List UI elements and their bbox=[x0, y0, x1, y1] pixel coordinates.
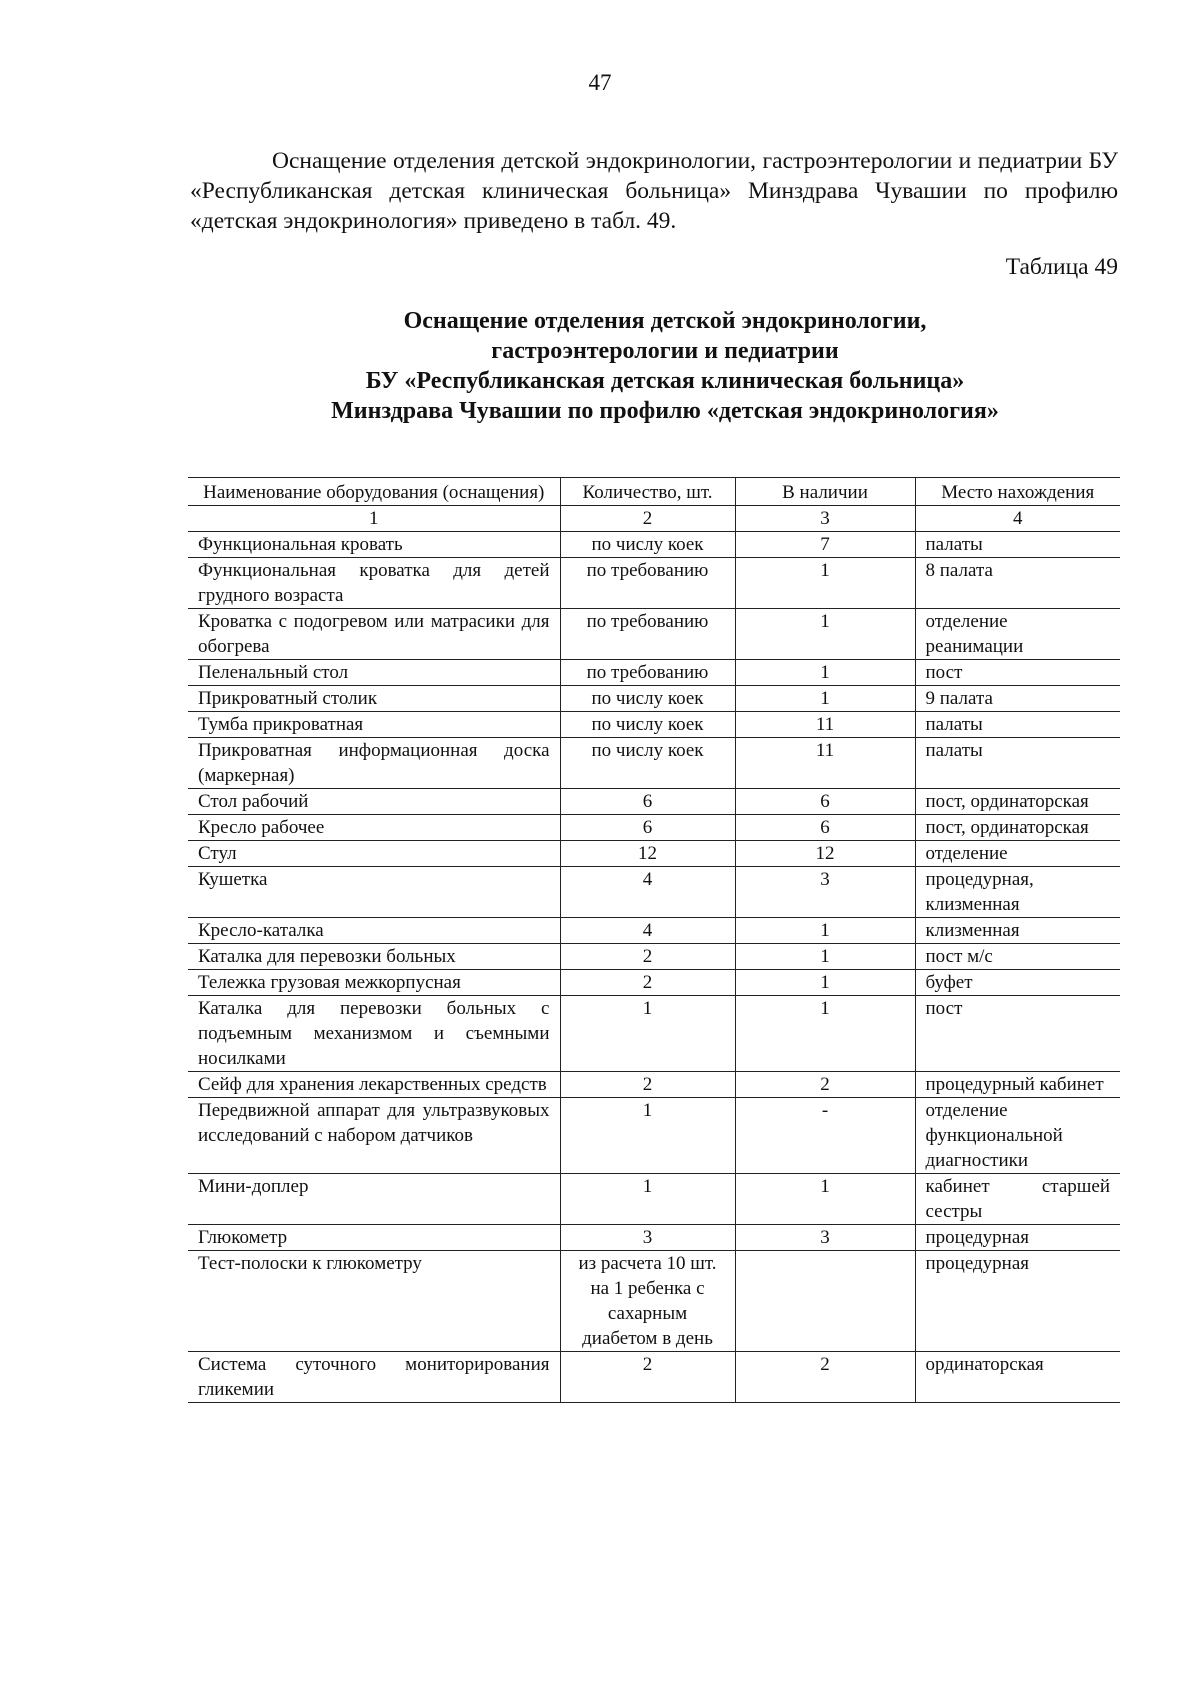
location-cell: отделение функциональной диагностики bbox=[915, 1098, 1120, 1174]
equipment-name-cell: Функциональная кроватка для детей грудного возраста bbox=[188, 558, 560, 609]
table-title-line: БУ «Республиканская детская клиническая больница» bbox=[365, 368, 965, 394]
location-cell: клизменная bbox=[915, 918, 1120, 944]
available-cell: 11 bbox=[735, 738, 915, 789]
location-cell: 9 палата bbox=[915, 686, 1120, 712]
quantity-cell: 2 bbox=[560, 970, 735, 996]
table-row bbox=[188, 660, 1120, 686]
quantity-cell: 1 bbox=[560, 1174, 735, 1225]
column-number: 1 bbox=[188, 506, 560, 532]
table-row bbox=[188, 970, 1120, 996]
equipment-name-cell: Мини-доплер bbox=[188, 1174, 560, 1225]
available-cell: 2 bbox=[735, 1072, 915, 1098]
table-title bbox=[250, 306, 1080, 426]
column-number: 3 bbox=[735, 506, 915, 532]
table-body bbox=[188, 532, 1120, 1403]
equipment-name-cell: Пеленальный стол bbox=[188, 660, 560, 686]
quantity-cell: по числу коек bbox=[560, 738, 735, 789]
available-cell: 12 bbox=[735, 841, 915, 867]
available-cell: 1 bbox=[735, 1174, 915, 1225]
available-cell: 1 bbox=[735, 660, 915, 686]
available-cell: 1 bbox=[735, 918, 915, 944]
header-location: Место нахождения bbox=[915, 478, 1120, 506]
column-number: 2 bbox=[560, 506, 735, 532]
equipment-name-cell: Система суточного мониторирования гликемии bbox=[188, 1352, 560, 1403]
quantity-cell: 4 bbox=[560, 867, 735, 918]
equipment-name-cell: Каталка для перевозки больных bbox=[188, 944, 560, 970]
equipment-name-cell: Тумба прикроватная bbox=[188, 712, 560, 738]
quantity-cell: по числу коек bbox=[560, 686, 735, 712]
quantity-cell: 3 bbox=[560, 1225, 735, 1251]
location-cell: палаты bbox=[915, 712, 1120, 738]
table-row bbox=[188, 1251, 1120, 1352]
equipment-name-cell: Тележка грузовая межкорпусная bbox=[188, 970, 560, 996]
page-number: 47 bbox=[588, 70, 612, 95]
location-cell: кабинет старшей сестры bbox=[915, 1174, 1120, 1225]
table-row bbox=[188, 815, 1120, 841]
location-cell: отделение реанимации bbox=[915, 609, 1120, 660]
table-row bbox=[188, 712, 1120, 738]
quantity-cell: 6 bbox=[560, 789, 735, 815]
location-cell: пост bbox=[915, 996, 1120, 1072]
table-title-line: Оснащение отделения детской эндокринологии, bbox=[403, 308, 927, 334]
table-row bbox=[188, 1072, 1120, 1098]
available-cell: 6 bbox=[735, 815, 915, 841]
table-row bbox=[188, 944, 1120, 970]
quantity-cell: по требованию bbox=[560, 558, 735, 609]
available-cell: 1 bbox=[735, 996, 915, 1072]
quantity-cell: по числу коек bbox=[560, 532, 735, 558]
table-row bbox=[188, 867, 1120, 918]
available-cell: 1 bbox=[735, 944, 915, 970]
location-cell: процедурная bbox=[915, 1251, 1120, 1352]
location-cell: пост bbox=[915, 660, 1120, 686]
available-cell: 11 bbox=[735, 712, 915, 738]
table-row bbox=[188, 558, 1120, 609]
location-cell: процедурная, клизменная bbox=[915, 867, 1120, 918]
quantity-cell: 6 bbox=[560, 815, 735, 841]
location-cell: палаты bbox=[915, 738, 1120, 789]
location-cell: пост м/с bbox=[915, 944, 1120, 970]
equipment-name-cell: Функциональная кровать bbox=[188, 532, 560, 558]
equipment-table bbox=[188, 477, 1120, 1403]
location-cell: процедурный кабинет bbox=[915, 1072, 1120, 1098]
available-cell: 1 bbox=[735, 558, 915, 609]
equipment-name-cell: Кресло рабочее bbox=[188, 815, 560, 841]
quantity-cell: по требованию bbox=[560, 660, 735, 686]
location-cell: пост, ординаторская bbox=[915, 815, 1120, 841]
equipment-name-cell: Каталка для перевозки больных с подъемным механизмом и съемными носилками bbox=[188, 996, 560, 1072]
table-row bbox=[188, 996, 1120, 1072]
table-row bbox=[188, 1225, 1120, 1251]
available-cell: 3 bbox=[735, 1225, 915, 1251]
table-label: Таблица 49 bbox=[1005, 254, 1118, 280]
available-cell: 1 bbox=[735, 686, 915, 712]
intro-paragraph: Оснащение отделения детской эндокринологии, гастроэнтерологии и педиатрии БУ «Республиканская детская клиническая больница» Минздрава Чувашии по профилю «детская эндокринология» приведено в табл. 49. bbox=[190, 148, 1118, 234]
available-cell: 7 bbox=[735, 532, 915, 558]
equipment-name-cell: Тест-полоски к глюкометру bbox=[188, 1251, 560, 1352]
header-quantity: Количество, шт. bbox=[560, 478, 735, 506]
table-row bbox=[188, 1174, 1120, 1225]
quantity-cell: из расчета 10 шт. на 1 ребенка с сахарным диабетом в день bbox=[560, 1251, 735, 1352]
column-number-row bbox=[188, 506, 1120, 532]
equipment-name-cell: Прикроватная информационная доска (маркерная) bbox=[188, 738, 560, 789]
available-cell: 3 bbox=[735, 867, 915, 918]
quantity-cell: по требованию bbox=[560, 609, 735, 660]
available-cell bbox=[735, 1251, 915, 1352]
quantity-cell: 1 bbox=[560, 1098, 735, 1174]
location-cell: палаты bbox=[915, 532, 1120, 558]
table-row bbox=[188, 738, 1120, 789]
equipment-name-cell: Сейф для хранения лекарственных средств bbox=[188, 1072, 560, 1098]
table-row bbox=[188, 1098, 1120, 1174]
location-cell: пост, ординаторская bbox=[915, 789, 1120, 815]
table-row bbox=[188, 1352, 1120, 1403]
quantity-cell: 2 bbox=[560, 1072, 735, 1098]
header-equipment-name: Наименование оборудования (оснащения) bbox=[188, 478, 560, 506]
location-cell: процедурная bbox=[915, 1225, 1120, 1251]
available-cell: 1 bbox=[735, 609, 915, 660]
location-cell: отделение bbox=[915, 841, 1120, 867]
table-row bbox=[188, 841, 1120, 867]
available-cell: 1 bbox=[735, 970, 915, 996]
equipment-name-cell: Кресло-каталка bbox=[188, 918, 560, 944]
location-cell: ординаторская bbox=[915, 1352, 1120, 1403]
available-cell: 2 bbox=[735, 1352, 915, 1403]
table-header-row bbox=[188, 478, 1120, 506]
quantity-cell: 12 bbox=[560, 841, 735, 867]
quantity-cell: 2 bbox=[560, 1352, 735, 1403]
table-row bbox=[188, 532, 1120, 558]
available-cell: 6 bbox=[735, 789, 915, 815]
equipment-name-cell: Кушетка bbox=[188, 867, 560, 918]
quantity-cell: 1 bbox=[560, 996, 735, 1072]
location-cell: 8 палата bbox=[915, 558, 1120, 609]
equipment-name-cell: Стол рабочий bbox=[188, 789, 560, 815]
header-available: В наличии bbox=[735, 478, 915, 506]
location-cell: буфет bbox=[915, 970, 1120, 996]
column-number: 4 bbox=[915, 506, 1120, 532]
equipment-name-cell: Стул bbox=[188, 841, 560, 867]
quantity-cell: 4 bbox=[560, 918, 735, 944]
table-row bbox=[188, 609, 1120, 660]
quantity-cell: по числу коек bbox=[560, 712, 735, 738]
table-row bbox=[188, 686, 1120, 712]
table-row bbox=[188, 918, 1120, 944]
table-title-line: Минздрава Чувашии по профилю «детская эндокринология» bbox=[331, 398, 999, 424]
available-cell: - bbox=[735, 1098, 915, 1174]
table-row bbox=[188, 789, 1120, 815]
equipment-name-cell: Передвижной аппарат для ультразвуковых исследований с набором датчиков bbox=[188, 1098, 560, 1174]
equipment-name-cell: Прикроватный столик bbox=[188, 686, 560, 712]
equipment-name-cell: Кроватка с подогревом или матрасики для обогрева bbox=[188, 609, 560, 660]
quantity-cell: 2 bbox=[560, 944, 735, 970]
table-title-line: гастроэнтерологии и педиатрии bbox=[491, 338, 839, 364]
equipment-name-cell: Глюкометр bbox=[188, 1225, 560, 1251]
